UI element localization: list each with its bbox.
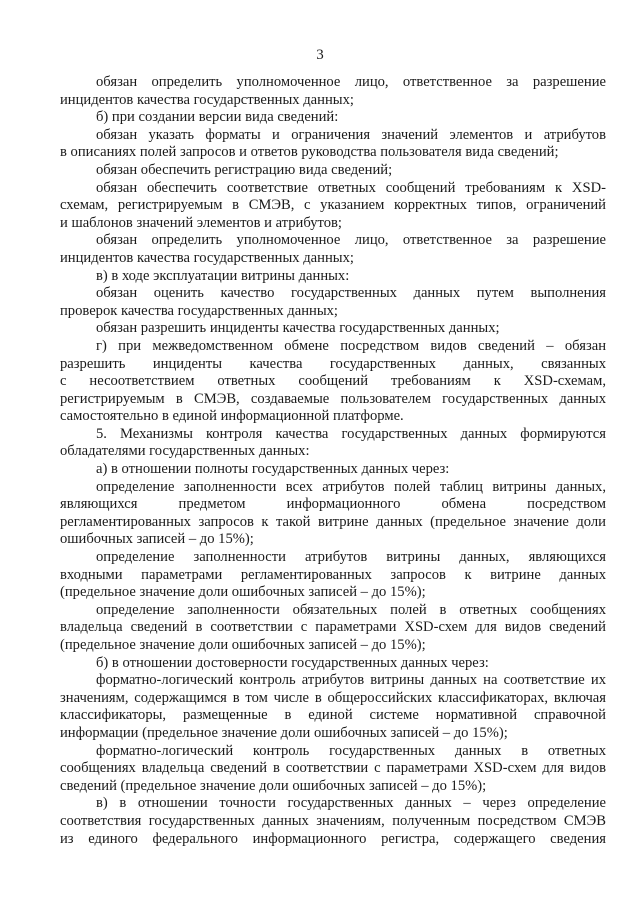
- text-line: регистрируемым в СМЭВ, создаваемые пользователем государственных данных: [60, 390, 606, 407]
- text-line: входными параметрами регламентированных запросов к витрине данных: [60, 566, 606, 583]
- text-line: инцидентов качества государственных данных;: [60, 91, 354, 108]
- text-line: с несоответствием ответных сообщений требованиям к XSD-схемам,: [60, 373, 606, 390]
- text-line: (предельное значение доли ошибочных записей – до 15%);: [60, 637, 426, 653]
- text-line: ошибочных записей – до 15%);: [60, 531, 254, 548]
- text-line: определение заполненности атрибутов витрины данных, являющихся: [96, 549, 606, 566]
- text-line: обладателями государственных данных:: [60, 443, 310, 460]
- text-line: сведений (предельное значение доли ошибочных записей – до 15%);: [60, 777, 487, 794]
- text-line: разрешить инциденты качества государственных данных, связанных: [60, 355, 606, 372]
- text-line: из единого федерального информационного регистра, содержащего сведения: [60, 830, 606, 847]
- text-line: обязан обеспечить регистрацию вида сведений;: [96, 161, 393, 178]
- text-line: форматно-логический контроль атрибутов витрины данных на соответствие их: [96, 672, 606, 689]
- page-number: 3: [316, 47, 324, 63]
- text-line: а) в отношении полноты государственных данных через:: [96, 461, 450, 478]
- text-line: б) в отношении достоверности государственных данных через:: [96, 654, 489, 671]
- text-line: обязан указать форматы и ограничения значений элементов и атрибутов: [96, 126, 606, 143]
- text-line: в) в ходе эксплуатации витрины данных:: [96, 267, 350, 284]
- text-line: и шаблонов значений элементов и атрибутов;: [60, 214, 342, 231]
- text-line: г) при межведомственном обмене посредством видов сведений – обязан: [96, 337, 606, 354]
- text-line: обязан разрешить инциденты качества государственных данных;: [96, 320, 500, 337]
- document-body: [60, 74, 606, 848]
- text-line: инцидентов качества государственных данных;: [60, 249, 354, 266]
- text-line: информации (предельное значение доли ошибочных записей – до 15%);: [60, 724, 508, 741]
- text-line: в описаниях полей запросов и ответов руководства пользователя вида сведений;: [60, 144, 559, 161]
- text-line: обязан определить уполномоченное лицо, ответственное за разрешение: [96, 232, 606, 249]
- text-line: форматно-логический контроль государственных данных в ответных: [96, 742, 606, 759]
- text-line: б) при создании версии вида сведений:: [96, 109, 339, 126]
- text-line: обязан определить уполномоченное лицо, ответственное за разрешение: [96, 74, 606, 90]
- text-line: проверок качества государственных данных;: [60, 302, 338, 319]
- text-line: регламентированных запросов к такой витрине данных (предельное значение доли: [60, 513, 606, 530]
- text-line: значениям, содержащимся в том числе в общероссийских классификаторах, включая: [60, 689, 606, 706]
- text-line: являющихся предметом информационного обмена посредством: [60, 496, 606, 513]
- text-line: схемам, регистрируемым в СМЭВ, с указанием корректных типов, ограничений: [60, 197, 606, 214]
- text-line: сообщениях владельца сведений в соответствии с параметрами XSD-схем для видов: [60, 760, 606, 777]
- text-line: 5. Механизмы контроля качества государственных данных формируются: [96, 425, 606, 442]
- text-line: соответствия государственных данных значениям, полученным посредством СМЭВ: [60, 812, 606, 829]
- text-line: самостоятельно в единой информационной платформе.: [60, 408, 404, 425]
- text-line: обязан обеспечить соответствие ответных сообщений требованиям к XSD-: [96, 179, 606, 196]
- text-line: определение заполненности всех атрибутов полей таблиц витрины данных,: [96, 478, 606, 495]
- text-line: владельца сведений в соответствии с параметрами XSD-схем для видов сведений: [60, 619, 606, 636]
- text-line: обязан оценить качество государственных данных путем выполнения: [96, 285, 606, 302]
- text-line: (предельное значение доли ошибочных записей – до 15%);: [60, 584, 426, 601]
- text-line: классификаторы, размещенные в единой системе нормативной справочной: [60, 707, 606, 724]
- text-line: в) в отношении точности государственных данных – через определение: [96, 795, 606, 812]
- text-line: определение заполненности обязательных полей в ответных сообщениях: [96, 601, 606, 618]
